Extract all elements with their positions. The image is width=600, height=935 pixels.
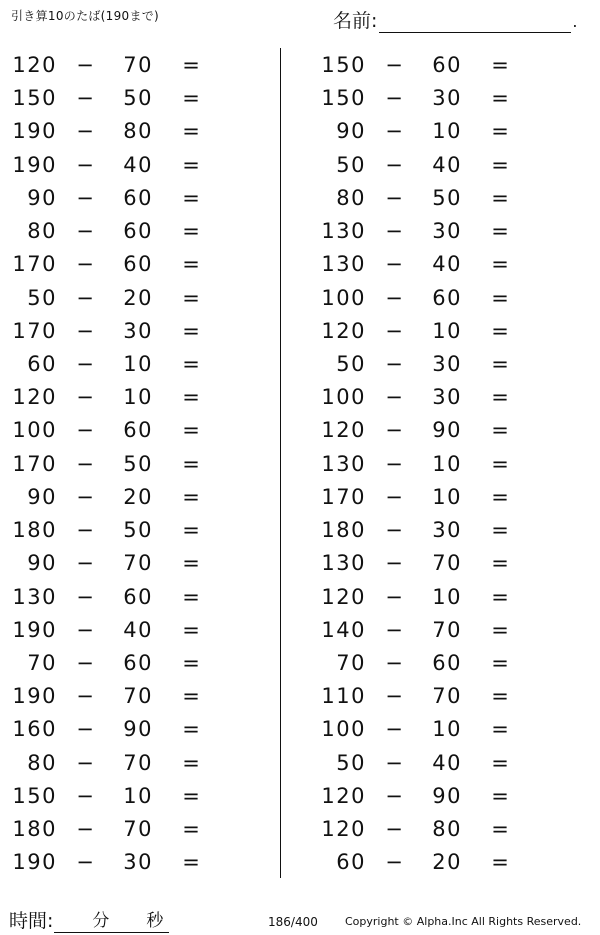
equals-sign: = (182, 717, 200, 742)
minus-sign: − (76, 351, 94, 376)
minus-sign: − (385, 318, 403, 343)
problem-row (318, 348, 538, 381)
minuend: 130 (321, 219, 366, 244)
equals-sign: = (182, 850, 200, 875)
minuend: 100 (321, 717, 366, 742)
equals-sign: = (182, 518, 200, 543)
name-end-mark: . (572, 12, 578, 31)
problem-row (318, 248, 538, 281)
minus-sign: − (385, 385, 403, 410)
subtrahend: 20 (123, 484, 153, 509)
minus-sign: − (385, 252, 403, 277)
equals-sign: = (182, 551, 200, 576)
problem-row (9, 514, 229, 547)
minuend: 140 (321, 617, 366, 642)
subtrahend: 70 (123, 750, 153, 775)
equals-sign: = (491, 418, 509, 443)
minuend: 190 (12, 617, 57, 642)
minuend: 160 (12, 717, 57, 742)
subtrahend: 60 (432, 53, 462, 77)
problem-row (9, 813, 229, 846)
problem-row (9, 381, 229, 414)
subtrahend: 50 (123, 451, 153, 476)
minus-sign: − (76, 717, 94, 742)
problem-row (9, 647, 229, 680)
equals-sign: = (182, 86, 200, 111)
subtrahend: 70 (123, 684, 153, 709)
equals-sign: = (491, 185, 509, 210)
minus-sign: − (76, 219, 94, 244)
subtrahend: 20 (432, 850, 462, 875)
minuend: 110 (321, 684, 366, 709)
minus-sign: − (76, 484, 94, 509)
problem-row (318, 846, 538, 879)
equals-sign: = (182, 53, 200, 77)
minus-sign: − (76, 617, 94, 642)
problem-row (318, 315, 538, 348)
minus-sign: − (76, 451, 94, 476)
minus-sign: − (385, 86, 403, 111)
minuend: 120 (321, 418, 366, 443)
minuend: 80 (27, 750, 57, 775)
problem-row (318, 514, 538, 547)
page-number: 186/400 (268, 915, 318, 929)
minuend: 170 (12, 451, 57, 476)
minus-sign: − (76, 152, 94, 177)
minus-sign: − (76, 850, 94, 875)
equals-sign: = (182, 484, 200, 509)
equals-sign: = (182, 750, 200, 775)
equals-sign: = (182, 252, 200, 277)
problem-row (318, 813, 538, 846)
equals-sign: = (491, 385, 509, 410)
name-label: 名前: (333, 10, 378, 32)
equals-sign: = (491, 617, 509, 642)
subtrahend: 90 (432, 783, 462, 808)
subtrahend: 70 (123, 551, 153, 576)
problem-row (9, 481, 229, 514)
minus-sign: − (76, 252, 94, 277)
problem-row (318, 115, 538, 148)
minutes-label: 分 (92, 911, 110, 931)
subtrahend: 70 (123, 817, 153, 842)
minus-sign: − (385, 119, 403, 144)
subtrahend: 50 (432, 185, 462, 210)
equals-sign: = (182, 783, 200, 808)
subtrahend: 80 (432, 817, 462, 842)
subtrahend: 60 (123, 650, 153, 675)
equals-sign: = (182, 684, 200, 709)
subtrahend: 40 (123, 617, 153, 642)
time-label: 時間: (9, 910, 54, 932)
subtrahend: 10 (432, 717, 462, 742)
equals-sign: = (491, 86, 509, 111)
minus-sign: − (76, 518, 94, 543)
subtrahend: 10 (432, 584, 462, 609)
minus-sign: − (385, 152, 403, 177)
minuend: 190 (12, 152, 57, 177)
minus-sign: − (385, 617, 403, 642)
problem-row (9, 547, 229, 580)
subtrahend: 70 (432, 684, 462, 709)
minuend: 120 (12, 53, 57, 77)
minus-sign: − (385, 717, 403, 742)
minus-sign: − (76, 817, 94, 842)
subtrahend: 30 (123, 850, 153, 875)
subtrahend: 10 (432, 451, 462, 476)
minuend: 180 (12, 817, 57, 842)
subtrahend: 20 (123, 285, 153, 310)
equals-sign: = (491, 53, 509, 77)
equals-sign: = (491, 484, 509, 509)
problem-row (9, 149, 229, 182)
problem-row (318, 647, 538, 680)
minus-sign: − (385, 185, 403, 210)
minus-sign: − (385, 850, 403, 875)
minus-sign: − (76, 285, 94, 310)
equals-sign: = (182, 219, 200, 244)
subtrahend: 60 (123, 584, 153, 609)
minus-sign: − (385, 451, 403, 476)
minuend: 130 (321, 551, 366, 576)
subtrahend: 30 (432, 86, 462, 111)
minus-sign: − (76, 318, 94, 343)
minuend: 180 (12, 518, 57, 543)
minus-sign: − (76, 783, 94, 808)
subtrahend: 10 (123, 351, 153, 376)
equals-sign: = (491, 750, 509, 775)
minuend: 190 (12, 119, 57, 144)
equals-sign: = (182, 650, 200, 675)
equals-sign: = (491, 119, 509, 144)
equals-sign: = (182, 817, 200, 842)
equals-sign: = (491, 351, 509, 376)
problem-row (318, 481, 538, 514)
column-divider (280, 48, 281, 878)
minuend: 120 (321, 584, 366, 609)
problem-row (318, 381, 538, 414)
minuend: 50 (336, 750, 366, 775)
subtrahend: 60 (432, 650, 462, 675)
equals-sign: = (491, 518, 509, 543)
problem-row (9, 448, 229, 481)
equals-sign: = (491, 152, 509, 177)
equals-sign: = (182, 584, 200, 609)
minuend: 100 (321, 385, 366, 410)
problem-row (9, 49, 229, 82)
problem-row (318, 680, 538, 713)
minuend: 120 (321, 318, 366, 343)
minus-sign: − (76, 684, 94, 709)
minuend: 170 (321, 484, 366, 509)
equals-sign: = (491, 551, 509, 576)
subtrahend: 30 (123, 318, 153, 343)
time-blank (54, 910, 169, 933)
time-field (9, 906, 169, 933)
subtrahend: 40 (432, 252, 462, 277)
subtrahend: 30 (432, 351, 462, 376)
minuend: 50 (336, 351, 366, 376)
problem-row (318, 149, 538, 182)
subtrahend: 60 (123, 185, 153, 210)
name-blank (379, 12, 571, 33)
problem-row (9, 115, 229, 148)
minuend: 50 (336, 152, 366, 177)
minus-sign: − (76, 584, 94, 609)
right-problem-column (318, 49, 538, 879)
subtrahend: 10 (432, 484, 462, 509)
minuend: 180 (321, 518, 366, 543)
minuend: 190 (12, 684, 57, 709)
minus-sign: − (76, 86, 94, 111)
problem-row (9, 713, 229, 746)
problem-row (9, 82, 229, 115)
problem-row (9, 182, 229, 215)
problem-row (9, 215, 229, 248)
seconds-label: 秒 (146, 911, 164, 931)
subtrahend: 50 (123, 518, 153, 543)
minus-sign: − (76, 750, 94, 775)
subtrahend: 60 (432, 285, 462, 310)
minus-sign: − (76, 650, 94, 675)
subtrahend: 90 (123, 717, 153, 742)
subtrahend: 70 (432, 617, 462, 642)
subtrahend: 60 (123, 418, 153, 443)
equals-sign: = (182, 451, 200, 476)
equals-sign: = (491, 717, 509, 742)
problem-row (9, 414, 229, 447)
subtrahend: 70 (432, 551, 462, 576)
problem-row (9, 680, 229, 713)
minus-sign: − (385, 53, 403, 77)
minuend: 100 (12, 418, 57, 443)
minus-sign: − (385, 285, 403, 310)
minus-sign: − (385, 418, 403, 443)
problem-row (318, 713, 538, 746)
equals-sign: = (491, 850, 509, 875)
subtrahend: 60 (123, 219, 153, 244)
subtrahend: 40 (123, 152, 153, 177)
minuend: 60 (27, 351, 57, 376)
minus-sign: − (385, 650, 403, 675)
equals-sign: = (182, 351, 200, 376)
minus-sign: − (385, 484, 403, 509)
subtrahend: 40 (432, 152, 462, 177)
minus-sign: − (385, 750, 403, 775)
problem-row (9, 315, 229, 348)
equals-sign: = (182, 617, 200, 642)
equals-sign: = (491, 817, 509, 842)
minuend: 60 (336, 850, 366, 875)
minuend: 50 (27, 285, 57, 310)
problem-row (318, 747, 538, 780)
minus-sign: − (385, 684, 403, 709)
minus-sign: − (385, 783, 403, 808)
minuend: 80 (27, 219, 57, 244)
subtrahend: 90 (432, 418, 462, 443)
minuend: 120 (321, 783, 366, 808)
problem-row (318, 282, 538, 315)
minuend: 90 (27, 551, 57, 576)
equals-sign: = (182, 119, 200, 144)
minus-sign: − (385, 219, 403, 244)
minuend: 150 (12, 86, 57, 111)
minus-sign: − (76, 53, 94, 77)
equals-sign: = (182, 418, 200, 443)
subtrahend: 50 (123, 86, 153, 111)
minuend: 90 (27, 185, 57, 210)
minuend: 150 (12, 783, 57, 808)
problem-row (9, 614, 229, 647)
minus-sign: − (76, 119, 94, 144)
problem-row (9, 348, 229, 381)
problem-row (318, 215, 538, 248)
minus-sign: − (76, 385, 94, 410)
problem-row (318, 182, 538, 215)
minus-sign: − (385, 584, 403, 609)
minuend: 170 (12, 318, 57, 343)
subtrahend: 10 (432, 119, 462, 144)
minuend: 120 (321, 817, 366, 842)
minuend: 70 (27, 650, 57, 675)
equals-sign: = (182, 385, 200, 410)
problem-row (318, 49, 538, 82)
minus-sign: − (76, 418, 94, 443)
equals-sign: = (491, 318, 509, 343)
minuend: 90 (336, 119, 366, 144)
problem-row (318, 448, 538, 481)
subtrahend: 80 (123, 119, 153, 144)
minus-sign: − (385, 351, 403, 376)
equals-sign: = (182, 185, 200, 210)
subtrahend: 30 (432, 385, 462, 410)
problem-row (318, 780, 538, 813)
minuend: 190 (12, 850, 57, 875)
subtrahend: 10 (123, 783, 153, 808)
subtrahend: 30 (432, 518, 462, 543)
minuend: 150 (321, 53, 366, 77)
problem-row (9, 846, 229, 879)
minuend: 130 (321, 252, 366, 277)
equals-sign: = (491, 584, 509, 609)
subtrahend: 60 (123, 252, 153, 277)
minus-sign: − (76, 551, 94, 576)
minuend: 90 (27, 484, 57, 509)
equals-sign: = (182, 152, 200, 177)
equals-sign: = (182, 285, 200, 310)
subtrahend: 70 (123, 53, 153, 77)
subtrahend: 40 (432, 750, 462, 775)
minuend: 170 (12, 252, 57, 277)
problem-row (318, 414, 538, 447)
equals-sign: = (491, 650, 509, 675)
left-problem-column (9, 49, 229, 879)
minuend: 70 (336, 650, 366, 675)
problem-row (9, 581, 229, 614)
problem-row (9, 248, 229, 281)
minus-sign: − (385, 551, 403, 576)
minuend: 80 (336, 185, 366, 210)
problem-row (318, 547, 538, 580)
minuend: 100 (321, 285, 366, 310)
subtrahend: 10 (432, 318, 462, 343)
equals-sign: = (491, 219, 509, 244)
equals-sign: = (491, 783, 509, 808)
name-field (333, 6, 578, 33)
minuend: 120 (12, 385, 57, 410)
problem-row (9, 780, 229, 813)
equals-sign: = (491, 451, 509, 476)
problem-row (318, 614, 538, 647)
equals-sign: = (491, 252, 509, 277)
problem-row (318, 82, 538, 115)
minus-sign: − (76, 185, 94, 210)
minus-sign: − (385, 518, 403, 543)
minus-sign: − (385, 817, 403, 842)
problem-row (9, 282, 229, 315)
subtrahend: 10 (123, 385, 153, 410)
minuend: 130 (321, 451, 366, 476)
equals-sign: = (491, 285, 509, 310)
minuend: 130 (12, 584, 57, 609)
equals-sign: = (491, 684, 509, 709)
minuend: 150 (321, 86, 366, 111)
worksheet-title: 引き算10のたば(190まで) (11, 9, 160, 23)
equals-sign: = (182, 318, 200, 343)
problem-row (318, 581, 538, 614)
subtrahend: 30 (432, 219, 462, 244)
problem-row (9, 747, 229, 780)
copyright-notice: Copyright © Alpha.Inc All Rights Reserved. (345, 915, 582, 928)
